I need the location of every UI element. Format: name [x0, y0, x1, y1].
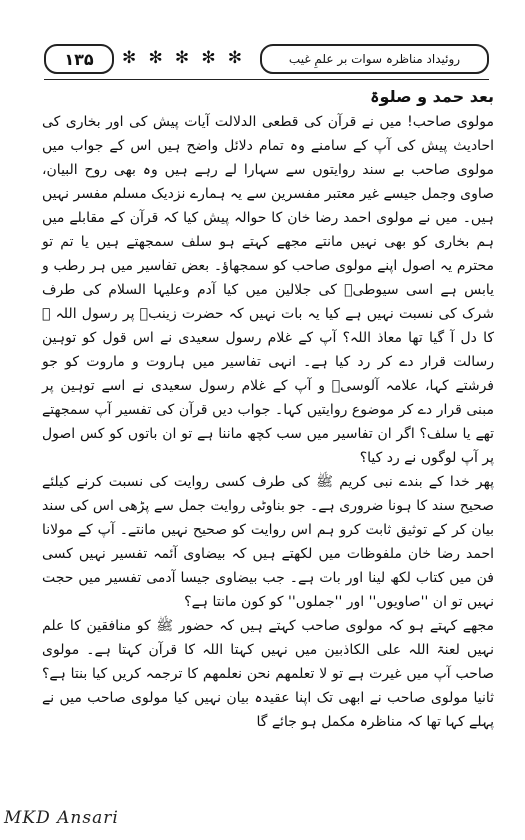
- ornament-icon: ✻: [148, 48, 163, 68]
- paragraph: پھر خدا کے بندے نبی کریم ﷺ کی طرف کسی روایت کی نسبت کرنے کیلئے صحیح سند کا ہونا ضروری ہے۔ جو بناوٹی روایت جمل سے پڑھی اس کی سند بیان کر کے توثیق ثابت کرو ہم اس روایت کو صحیح نہیں مانتے۔ آپ کے مولانا احمد رضا خان ملفوظات میں لکھتے ہیں کہ بیضاوی آئمہ تفسیر نہیں کسی فن میں کتاب لکھ لینا اور بات ہے۔ جب بیضاوی جیسا آدمی تفسیر میں حجت نہیں تو ان ''صاویوں'' اور ''جملوں'' کو کون مانتا ہے؟: [42, 474, 494, 610]
- ornament-icon: ✻: [174, 48, 190, 68]
- paragraph: مولوی صاحب! میں نے قرآن کی قطعی الدلالت آیات پیش کی اور بخاری کی احادیث پیش کی آپ کے سامنے وہ تمام دلائل واضح ہیں اس کے جواب میں مولوی صاحب بے سند روایتوں سے سہارا لے رہے ہیں وہ بھی روح البیان، صاوی وجمل جیسے غیر معتبر مفسرین سے یہ ہمارے نزدیک مسلم مفسر نہیں ہیں۔ میں نے مولوی احمد رضا خان کا حوالہ پیش کیا کہ قرآن کے مقابلے میں ہم بخاری کو بھی نہیں مانتے مجھے کہتے ہو سلف سمجھتے ہیں یا تم تو محترم یہ اصول اپنے مولوی صاحب کو سمجھاؤ۔ بعض تفاسیر میں ہر رطب و یابس ہے اسی سیوطیؒ کی جلالین میں کیا آدم وعلیہا السلام کی طرف شرک کی نسبت نہیں ہے کیا یہ بات نہیں کہ حضرت زینبؓ پر رسول اللہ ﷺ کا دل آ گیا تھا معاذ اللہ؟ آپ کے غلام رسول سعیدی نے اس قول کو توہین رسالت قرار دے کر رد کیا ہے۔ انہی تفاسیر میں ہاروت و ماروت کو جو فرشتے کہا، علامہ آلوسیؒ و آپ کے غلام رسول سعیدی نے اسے توہین پر مبنی قرار دے کر موضوع روایتیں کہا۔ جواب دیں قرآن کی تفسیر آپ سمجھتے تھے یا سلف؟ اگر ان تفاسیر میں سب کچھ ماننا ہے تو ان باتوں کو کس اصول پر آپ لوگوں نے رد کیا؟: [42, 114, 494, 466]
- ornament-icon: ✻: [227, 48, 242, 68]
- page-body: [42, 84, 494, 734]
- ornament-icon: ✻: [122, 48, 137, 68]
- paragraph: مجھے کہتے ہو کہ مولوی صاحب کہتے ہیں کہ حضور ﷺ کو منافقین کا علم نہیں لعنۃ اللہ علی الکاذبین میں نہیں کہتا اللہ کا قرآن کہتا ہے۔ مولوی صاحب آپ میں غیرت ہے تو لا تعلمھم نحن نعلمھم کا ترجمہ کریں کیا بنتا ہے؟ ثانیا مولوی صاحب نے ابھی تک اپنا عقیدہ بیان نہیں کیا مولوی صاحب میں نے پہلے کہا تھا کہ مناظرہ مکمل ہو جائے گا: [42, 618, 494, 730]
- running-title: روئیداد مناظرہ سوات بر علمِ غیب: [260, 44, 489, 74]
- header-rule: [44, 79, 489, 80]
- header-ornaments: [122, 46, 242, 70]
- page-header: [44, 44, 489, 74]
- signature-watermark: MKD Ansari: [4, 808, 119, 828]
- ornament-icon: ✻: [201, 48, 216, 68]
- page-number: ۱۳۵: [44, 44, 114, 74]
- section-heading: بعد حمد و صلوۃ: [370, 87, 494, 106]
